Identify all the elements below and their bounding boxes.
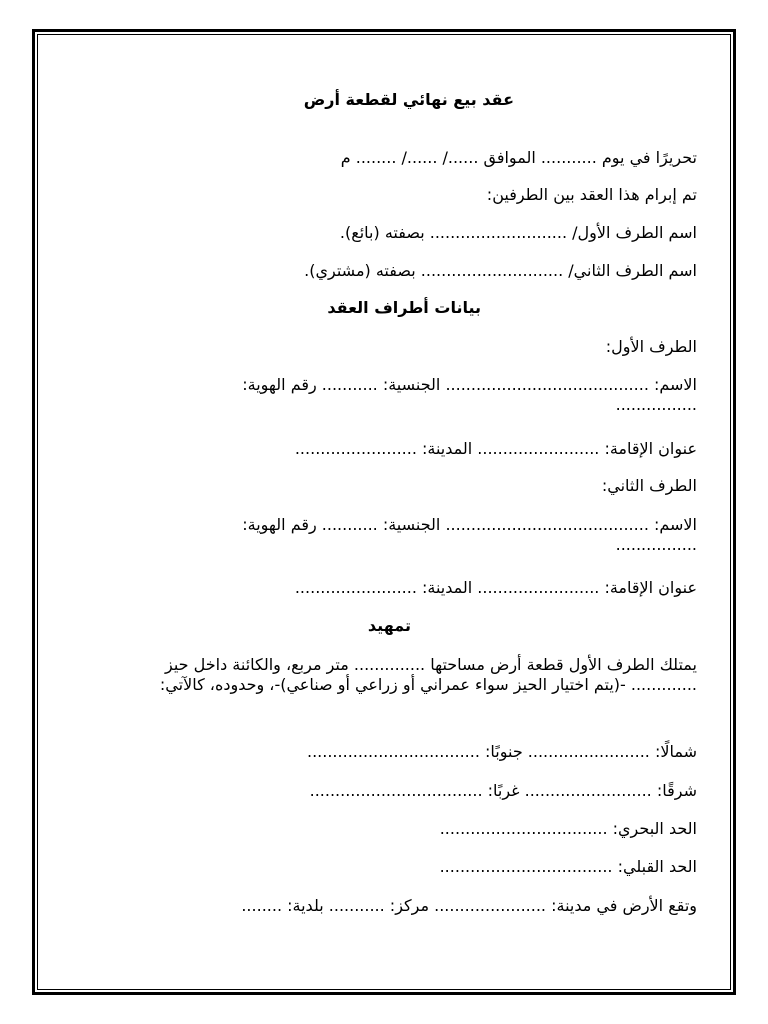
second-party-id-line: الاسم: ........................................ الجنسية: ........... رقم الهوية: ................ [242, 515, 697, 554]
page-border-inner [37, 34, 731, 990]
contract-title: عقد بيع نهائي لقطعة أرض [303, 90, 514, 109]
parties-heading: بيانات أطراف العقد [327, 298, 481, 317]
second-party-label: الطرف الثاني: [601, 476, 697, 495]
agreement-line: تم إبرام هذا العقد بين الطرفين: [486, 185, 697, 204]
sea-border: الحد البحري: ................................. [439, 819, 697, 838]
preamble-paragraph: يمتلك الطرف الأول قطعة أرض مساحتها .............. متر مربع، والكائنة داخل حيز ............. -(يتم اختيار الحيز سواء عمراني أو زراعي أو صناعي)-، وحدوده، كالآتي: [159, 655, 697, 694]
land-location: وتقع الأرض في مدينة: ...................... مركز: ........... بلدية: ........ [241, 896, 697, 915]
second-party-line: اسم الطرف الثاني/ ............................ بصفته (مشتري). [304, 261, 697, 280]
first-party-line: اسم الطرف الأول/ ........................... بصفته (بائع). [339, 223, 697, 242]
qibli-border: الحد القبلي: .................................. [439, 857, 697, 876]
first-party-address-line: عنوان الإقامة: ........................ المدينة: ........................ [294, 439, 697, 458]
preamble-heading: تمهيد [367, 616, 411, 635]
first-party-id-line: الاسم: ........................................ الجنسية: ........... رقم الهوية: ................ [242, 375, 697, 414]
date-line: تحريرًا في يوم ........... الموافق ....../ ....../ ........ م [340, 148, 697, 167]
first-party-label: الطرف الأول: [605, 337, 697, 356]
east-west-borders: شرقًا: ......................... غربًا: .................................. [309, 781, 697, 800]
second-party-address-line: عنوان الإقامة: ........................ المدينة: ........................ [294, 578, 697, 597]
north-south-borders: شمالًا: ........................ جنوبًا: .................................. [307, 742, 697, 761]
